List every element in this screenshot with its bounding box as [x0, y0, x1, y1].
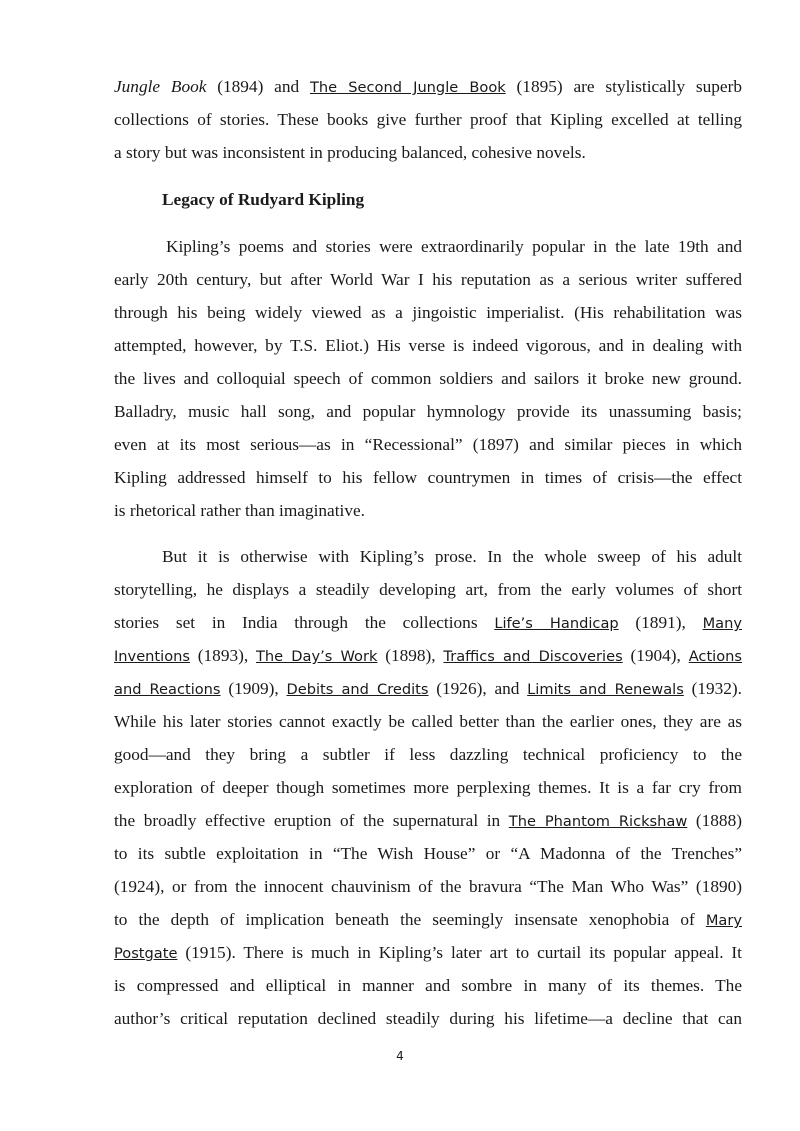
- text-run: even at its most serious—as in “Recessional” (1897) and similar pieces in which: [114, 435, 742, 454]
- text-line: [114, 395, 742, 428]
- text-run: stories set in India through the collections: [114, 613, 495, 632]
- text-line: [114, 329, 742, 362]
- text-run: (1909),: [220, 679, 287, 698]
- text-run: author’s critical reputation declined steadily during his lifetime—a decline that can: [114, 1009, 742, 1028]
- text-run: to the depth of implication beneath the seemingly insensate xenophobia of: [114, 910, 706, 929]
- text-line: [114, 672, 742, 705]
- text-run: (1904),: [622, 646, 689, 665]
- text-line: [114, 639, 742, 672]
- text-line: [114, 296, 742, 329]
- text-run: (1898),: [377, 646, 444, 665]
- spacer: [114, 169, 742, 183]
- book-title-link[interactable]: Mary: [705, 912, 742, 929]
- text-line: [114, 70, 742, 103]
- text-line: [114, 705, 742, 738]
- document-page: [114, 70, 742, 1035]
- book-title-link[interactable]: and Reactions: [114, 681, 221, 698]
- book-title-link[interactable]: Actions: [688, 648, 742, 665]
- book-title-link[interactable]: The Phantom Rickshaw: [508, 813, 688, 830]
- text-run: (1926), and: [428, 679, 528, 698]
- text-line: [114, 837, 742, 870]
- text-line: [114, 1002, 742, 1035]
- page-number: 4: [396, 1049, 404, 1063]
- spacer: [114, 527, 742, 540]
- text-run: (1891),: [618, 613, 703, 632]
- text-run: early 20th century, but after World War I his reputation as a serious writer suffered: [114, 270, 742, 289]
- text-run: (1915). There is much in Kipling’s later art to curtail its popular appeal. It: [177, 943, 742, 962]
- text-run: is rhetorical rather than imaginative.: [114, 501, 365, 520]
- paragraph-jungle-books: [114, 70, 742, 169]
- book-title-link[interactable]: Postgate: [114, 945, 178, 962]
- spacer: [114, 216, 742, 230]
- text-run: storytelling, he displays a steadily developing art, from the early volumes of short: [114, 580, 742, 599]
- text-run: collections of stories. These books give further proof that Kipling excelled at telling: [114, 110, 742, 129]
- text-line: [114, 494, 742, 527]
- text-run: attempted, however, by T.S. Eliot.) His verse is indeed vigorous, and in dealing with: [114, 336, 742, 355]
- text-run: the lives and colloquial speech of common soldiers and sailors it broke new ground.: [114, 369, 742, 388]
- italic-title: Jungle Book: [114, 77, 207, 96]
- text-run: a story but was inconsistent in producing balanced, cohesive novels.: [114, 143, 586, 162]
- text-line: [114, 103, 742, 136]
- text-run: to its subtle exploitation in “The Wish House” or “A Madonna of the Trenches”: [114, 844, 742, 863]
- text-run: But it is otherwise with Kipling’s prose. In the whole sweep of his adult: [162, 547, 742, 566]
- text-line: [114, 804, 742, 837]
- text-line: [114, 461, 742, 494]
- text-line: [114, 903, 742, 936]
- text-line: [114, 936, 742, 969]
- text-line: [114, 606, 742, 639]
- text-run: Kipling’s poems and stories were extraordinarily popular in the late 19th and: [166, 237, 742, 256]
- text-line: [114, 136, 742, 169]
- text-line: [114, 263, 742, 296]
- text-line: [114, 428, 742, 461]
- text-run: (1893),: [189, 646, 256, 665]
- text-run: (1894) and: [206, 77, 310, 96]
- book-title-link[interactable]: Life’s Handicap: [494, 615, 619, 632]
- text-line: [114, 771, 742, 804]
- text-run: While his later stories cannot exactly be called better than the earlier ones, they are as: [114, 712, 742, 731]
- text-line: [114, 969, 742, 1002]
- text-run: (1924), or from the innocent chauvinism of the bravura “The Man Who Was” (1890): [114, 877, 742, 896]
- book-title-link[interactable]: The Day’s Work: [256, 648, 378, 665]
- text-line: [114, 738, 742, 771]
- text-run: through his being widely viewed as a jingoistic imperialist. (His rehabilitation was: [114, 303, 742, 322]
- text-run: the broadly effective eruption of the supernatural in: [114, 811, 509, 830]
- book-title-link[interactable]: Inventions: [114, 648, 190, 665]
- text-run: exploration of deeper though sometimes more perplexing themes. It is a far cry from: [114, 778, 742, 797]
- text-line: [114, 573, 742, 606]
- text-line: [114, 230, 742, 263]
- book-title-link[interactable]: Limits and Renewals: [527, 681, 684, 698]
- text-run: (1888): [687, 811, 742, 830]
- book-title-link[interactable]: Many: [702, 615, 742, 632]
- text-run: good—and they bring a subtler if less dazzling technical proficiency to the: [114, 745, 742, 764]
- text-run: is compressed and elliptical in manner and sombre in many of its themes. The: [114, 976, 742, 995]
- book-title-link[interactable]: Traffics and Discoveries: [443, 648, 623, 665]
- text-run: Balladry, music hall song, and popular hymnology provide its unassuming basis;: [114, 402, 742, 421]
- text-line: [114, 870, 742, 903]
- text-line: [114, 362, 742, 395]
- text-run: (1895) are stylistically superb: [505, 77, 742, 96]
- section-heading: Legacy of Rudyard Kipling: [162, 190, 365, 209]
- text-run: (1932).: [683, 679, 742, 698]
- book-title-link[interactable]: Debits and Credits: [286, 681, 429, 698]
- paragraph-prose: [114, 540, 742, 1035]
- paragraph-poems: [114, 230, 742, 527]
- text-run: Kipling addressed himself to his fellow countrymen in times of crisis—the effect: [114, 468, 742, 487]
- text-line: [114, 540, 742, 573]
- book-title-link[interactable]: The Second Jungle Book: [309, 79, 506, 96]
